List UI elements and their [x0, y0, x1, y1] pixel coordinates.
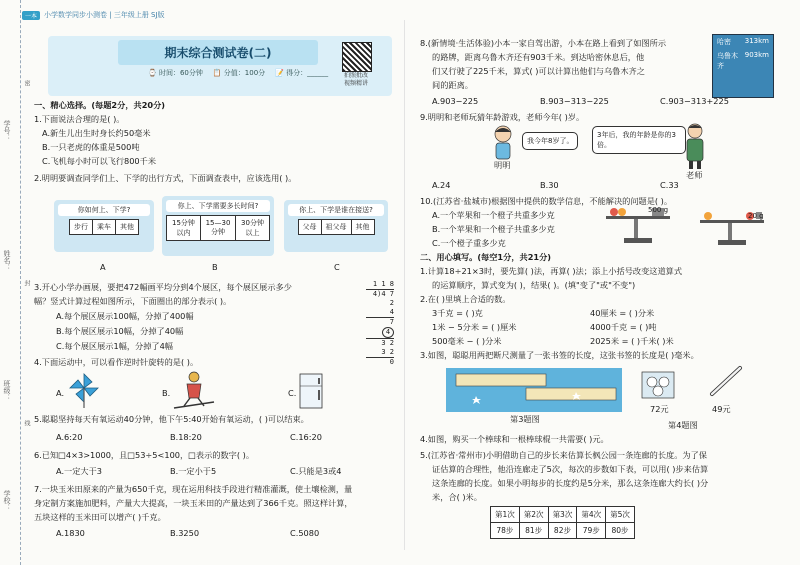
q1-option-b: B.一只老虎的体重是500吨: [42, 142, 140, 152]
road-sign-row-1: [713, 35, 773, 49]
q10-option-b: B.一个苹果和一个橙子共重多少克: [432, 224, 555, 234]
question-6: 6.已知□4×3>1000，且□53÷5<100，□表示的数字( )。: [34, 450, 255, 460]
survey-card-b-table: [166, 215, 270, 241]
q5-option-b: B.18:20: [170, 432, 202, 442]
series-header: [22, 8, 400, 22]
survey-card-a-label: A: [100, 262, 106, 272]
fill-1-cont: 的运算顺序，算式变为( )，结果( )。(填"变了"或"不变"): [432, 280, 636, 290]
question-2: 2.明明要调查同学们上、下学的出行方式，下面调查表中，应该选用( )。: [34, 173, 297, 183]
division-line: 3 2: [366, 338, 394, 348]
fill-2-row1-left: 3千克 = ( )克: [432, 308, 483, 318]
q9-name-teacher: 老师: [686, 170, 703, 180]
q1-option-c: C.飞机每小时可以飞行800千米: [42, 156, 157, 166]
fill-4: 4.如图，购买一个棒球和一根棒球棍一共需要( )元。: [420, 434, 609, 444]
pinwheel-icon: [66, 372, 102, 408]
fill-1: 1.计算18÷21×3时，要先算( )法，再算( )法；添上小括号改变这道算式: [420, 266, 683, 276]
fill-5-cont3: 米，合( )米。: [432, 492, 482, 502]
margin-mark-seal: 密: [23, 80, 30, 86]
division-line: 7: [366, 317, 394, 327]
steps-header: 第2次: [519, 507, 548, 523]
section-choice-title: 一、精心选择。(每题2分，共20分): [34, 100, 166, 110]
survey-a-cell: 其他: [116, 220, 139, 235]
margin-label-student-id: 学号：: [3, 120, 11, 141]
fill-2-row2-right: 4000千克 = ( )吨: [590, 322, 657, 332]
q8-option-a: A.903−225: [432, 96, 479, 106]
q9-name-boy: 明明: [494, 160, 511, 170]
fill-5: 5.(江苏省·常州市)小明借助自己的步长来估算长枫公园一条连廊的长度。为了保: [420, 450, 707, 460]
binding-margin: [0, 0, 21, 565]
survey-card-b-caption: 你上、下学需要多长时间?: [166, 200, 270, 212]
fill-3: 3.如图，聪聪用两把断尺测量了一张书签的长度，这张书签的长度是( )毫米。: [420, 350, 699, 360]
question-4: 4.下面运动中，可以看作逆时针旋转的是( )。: [34, 357, 199, 367]
fill-2-row2-left: 1米 − 5分米 = ( )厘米: [432, 322, 517, 332]
bat-price: 49元: [712, 404, 731, 414]
survey-card-b-label: B: [212, 262, 218, 272]
exam-meta: [148, 68, 328, 78]
question-8: 8.(新情境·生活体验)小本一家自驾出游，小本在路上看到了如图所示: [420, 38, 667, 48]
steps-value: 81步: [519, 523, 548, 539]
series-title: 小学数学同步小测卷 | 三年级上册 SJ版: [44, 11, 165, 19]
steps-value: 80步: [606, 523, 635, 539]
survey-c-cell: 父母: [298, 220, 321, 235]
road-sign-city-1: 哈密: [717, 38, 731, 46]
fill-2-row3-right: 2025米 = ( )千米( )米: [590, 336, 674, 346]
road-sign-dist-2: 903km: [744, 51, 769, 59]
q7-option-a: A.1830: [56, 528, 85, 538]
long-division-figure: [366, 280, 394, 367]
division-line: 0: [366, 357, 394, 367]
q7-option-b: B.3250: [170, 528, 200, 538]
question-3: 3.开心小学办画展，要把472幅画平均分到4个展区，每个展区展示多少: [34, 282, 292, 292]
q5-option-a: A.6:20: [56, 432, 83, 442]
qr-code-icon[interactable]: [342, 42, 372, 72]
question-10: 10.(江苏省·盐城市)根据图中提供的数学信息，不能解决的问题是( )。: [420, 196, 673, 206]
q6-option-a: A.一定大于3: [56, 466, 103, 476]
steps-header: 第4次: [577, 507, 606, 523]
road-sign-dist-1: 313km: [744, 37, 769, 45]
question-7: 7.一块玉米田原来的产量为650千克，现在运用科技手段进行精准灌溉，使土壤检测，量: [34, 484, 353, 494]
margin-label-class: 班级：: [3, 380, 11, 401]
qr-caption: 拍照批改 视频精讲: [343, 72, 368, 87]
q8-option-c: C.903−313+225: [660, 96, 729, 106]
baseball-box-icon: [640, 366, 676, 402]
question-9: 9.明明和老师玩猜年龄游戏，老师今年( )岁。: [420, 112, 585, 122]
margin-label-name: 姓名：: [3, 250, 11, 271]
fill-2-row1-right: 40厘米 = ( )分米: [590, 308, 655, 318]
q9-option-a: A.24: [432, 180, 451, 190]
steps-header: 第3次: [548, 507, 577, 523]
margin-label-school: 学校：: [3, 490, 11, 511]
q3-option-c: C.每个展区展示1幅，分掉了4幅: [56, 341, 173, 351]
series-badge: 一本: [22, 11, 40, 20]
survey-card-a: [54, 200, 154, 252]
q4-option-b-label: B.: [162, 388, 171, 398]
division-line: 1 1 8: [372, 280, 394, 288]
broken-rulers-icon: [446, 368, 622, 412]
question-8-cont2: 们又行驶了225千米，算式( )可以计算出他们与乌鲁木齐之: [432, 66, 645, 76]
steps-value: 78步: [491, 523, 520, 539]
survey-card-c-table: [298, 219, 375, 235]
survey-card-a-caption: 你如何上、下学?: [58, 204, 150, 216]
division-line: 4: [389, 308, 394, 316]
exam-title-box: [48, 36, 392, 96]
section-fill-title: 二、用心填写。(每空1分，共21分): [420, 252, 552, 262]
question-8-cont: 的路牌，距离乌鲁木齐还有903千米。到达哈密休息后，他: [432, 52, 645, 62]
balance-2-weight: 20 g: [748, 212, 764, 220]
q1-option-a: A.新生儿出生时身长约50毫米: [42, 128, 151, 138]
q9-option-c: C.33: [660, 180, 679, 190]
exam-score-total: 📋 分值：100分: [212, 69, 266, 77]
survey-a-cell: 乘车: [93, 220, 116, 235]
baseball-price: 72元: [650, 404, 669, 414]
survey-a-cell: 步行: [70, 220, 93, 235]
exam-score-got: 📝 得分：______: [275, 69, 329, 77]
road-sign: [712, 34, 774, 98]
steps-header: 第5次: [606, 507, 635, 523]
survey-card-c-label: C: [334, 262, 340, 272]
q10-option-a: A.一个苹果和一个橙子共重多少克: [432, 210, 555, 220]
q5-option-c: C.16:20: [290, 432, 322, 442]
fill-2: 2.在( )里填上合适的数。: [420, 294, 511, 304]
q9-option-b: B.30: [540, 180, 559, 190]
margin-mark-seal2: 封: [23, 280, 30, 286]
division-line: 4)4 7 2: [366, 289, 394, 308]
fill-2-row3-left: 500毫米 − ( )分米: [432, 336, 502, 346]
survey-card-c-caption: 你上、下学是谁在接送?: [288, 204, 384, 216]
q6-option-c: C.只能是3或4: [290, 466, 342, 476]
survey-c-cell: 祖父母: [321, 220, 351, 235]
fridge-door-icon: [298, 372, 326, 410]
fill-5-cont: 证估算的合理性，他沿连廊走了5次，每次的步数如下表，可以用( )步来估算: [432, 464, 709, 474]
q10-option-c: C.一个橙子重多少克: [432, 238, 506, 248]
skier-icon: [172, 370, 216, 412]
q3-option-a: A.每个展区展示100幅，分掉了400幅: [56, 311, 194, 321]
fill-5-cont2: 这条连廊的长度。如果小明每步的长度约是5分米，那么这条连廊大约长( )分: [432, 478, 709, 488]
survey-b-cell: 30分钟以上: [236, 216, 270, 241]
exam-title: 期末综合测试卷(二): [118, 40, 318, 65]
survey-card-a-table: [69, 219, 139, 235]
q8-option-b: B.903−313−225: [540, 96, 609, 106]
q6-option-b: B.一定小于5: [170, 466, 217, 476]
survey-b-cell: 15分钟以内: [167, 216, 201, 241]
figure-3-caption: 第3题图: [510, 414, 540, 424]
question-5: 5.聪聪坚持每天有氧运动40分钟，他下午5:40开始有氧运动，( )可以结束。: [34, 414, 309, 424]
column-divider: [404, 20, 405, 550]
q4-option-a-label: A.: [56, 388, 65, 398]
q7-option-c: C.5080: [290, 528, 320, 538]
steps-value: 79步: [577, 523, 606, 539]
road-sign-row-2: [713, 49, 773, 73]
boy-mingming-icon: [488, 124, 518, 164]
margin-mark-line: 线: [23, 420, 30, 426]
survey-c-cell: 其他: [351, 220, 374, 235]
steps-header: 第1次: [491, 507, 520, 523]
q9-speech-teacher: 3年后，我的年龄是你的3倍。: [592, 126, 686, 154]
road-sign-city-2: 乌鲁木齐: [717, 52, 738, 70]
division-line: 3 2: [381, 348, 394, 356]
balance-1-weight: 500 g: [648, 206, 669, 214]
question-1: 1.下面说法合理的是( )。: [34, 114, 125, 124]
survey-b-cell: 15—30分钟: [200, 216, 235, 241]
exam-time: ⌚ 时间：60分钟: [148, 69, 203, 77]
q9-speech-boy: 我今年8岁了。: [522, 132, 578, 150]
question-7-cont: 身定制方案施加肥料，产量大大提高，一块玉米田的产量达到了366千克。照这样计算，: [34, 498, 353, 508]
baseball-bat-icon: [706, 364, 746, 400]
steps-table: [490, 506, 635, 539]
division-line-circled: 4: [382, 327, 394, 338]
steps-value: 82步: [548, 523, 577, 539]
teacher-icon: [680, 122, 710, 170]
question-3-cont: 幅？竖式计算过程如图所示，下面圈出的部分表示( )。: [34, 296, 232, 306]
q3-option-b: B.每个展区展示10幅，分掉了40幅: [56, 326, 184, 336]
question-8-cont3: 间的距离。: [432, 80, 473, 90]
survey-card-b: [162, 196, 274, 256]
question-7-cont2: 五块这样的玉米田可以增产( )千克。: [34, 512, 166, 522]
q4-option-c-label: C.: [288, 388, 297, 398]
figure-4-caption: 第4题图: [668, 420, 698, 430]
survey-card-c: [284, 200, 388, 252]
